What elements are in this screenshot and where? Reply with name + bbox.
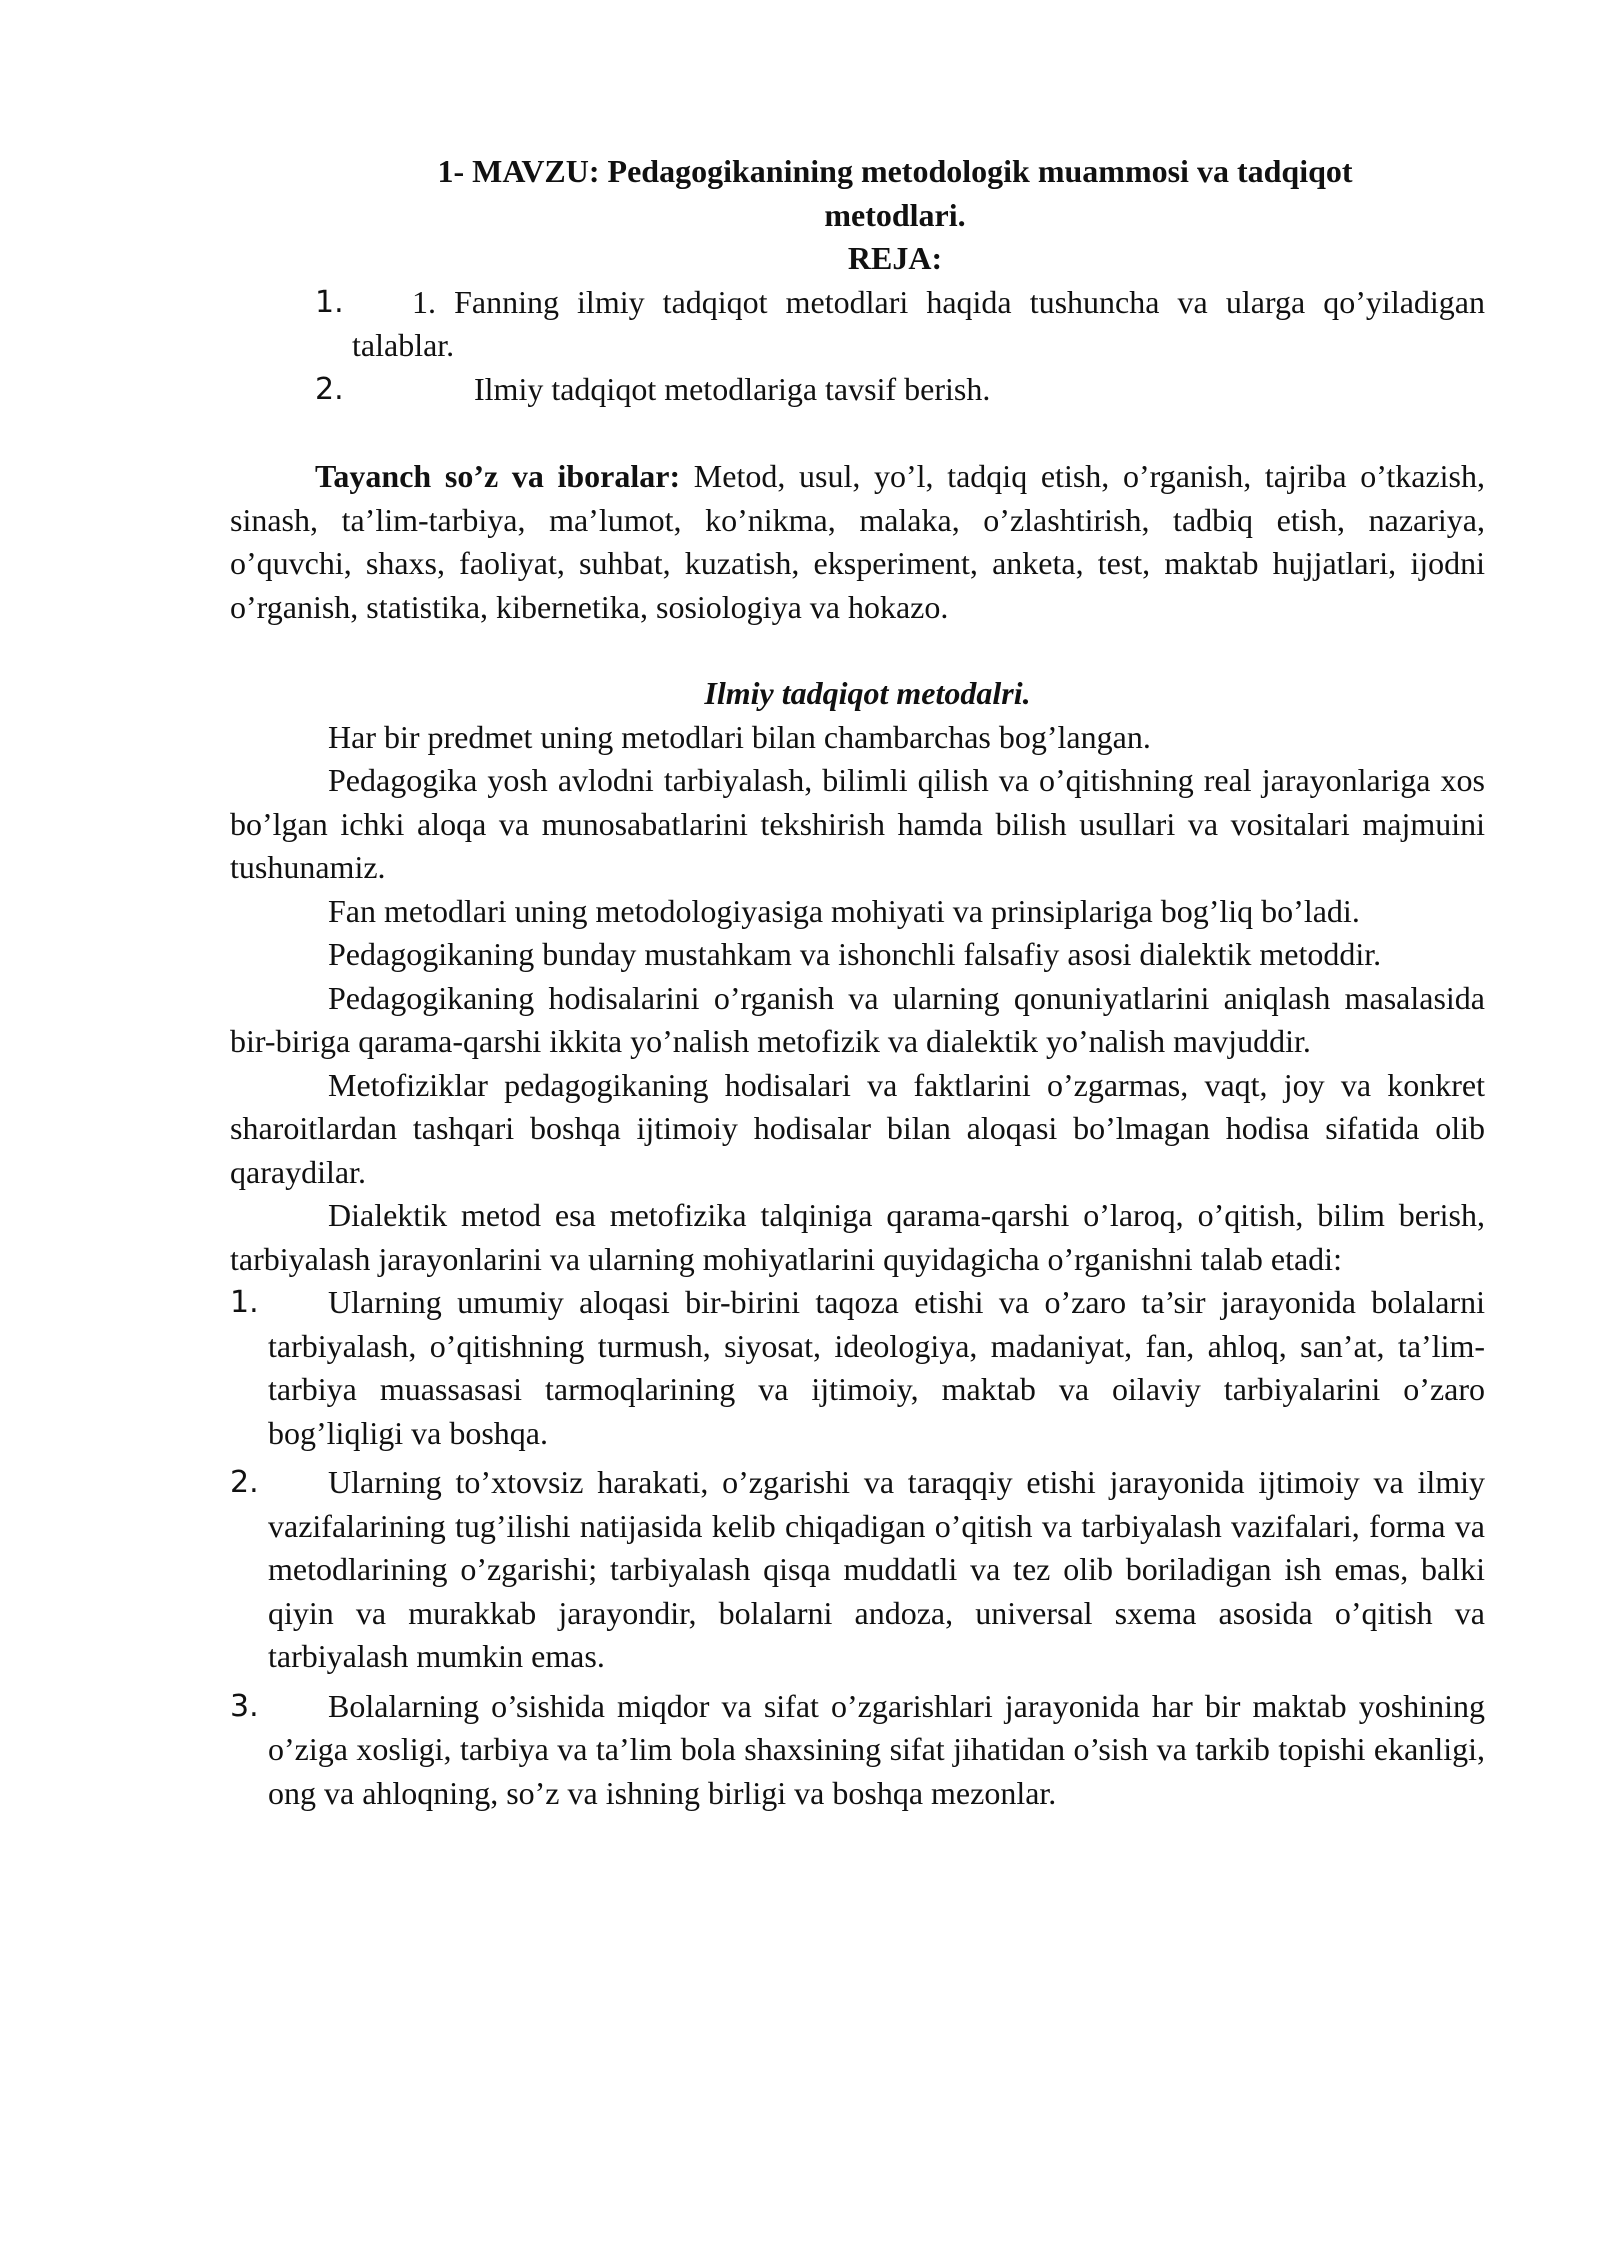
plan-item-number: 2. — [315, 371, 344, 407]
title-line-1: 1- MAVZU: Pedagogikanining metodologik muammosi va tadqiqot — [437, 153, 1353, 189]
body-paragraph: Pedagogikaning bunday mustahkam va ishonchli falsafiy asosi dialektik metoddir. — [328, 936, 1382, 972]
plan-item-text: 1. Fanning ilmiy tadqiqot metodlari haqida tushuncha va ularga qo’yiladigan talablar. — [352, 283, 1485, 363]
body-paragraph: Fan metodlari uning metodologiyasiga mohiyati va prinsiplariga bog’liq bo’ladi. — [328, 892, 1360, 929]
document-title — [230, 150, 1485, 237]
body-paragraph: Har bir predmet uning metodlari bilan chambarchas bog’langan. — [328, 718, 1151, 755]
plan-item-number: 1. — [315, 284, 344, 320]
section-heading: Ilmiy tadqiqot metodalri. — [704, 675, 1031, 711]
plan-item-text: Ilmiy tadqiqot metodlariga tavsif berish. — [474, 370, 991, 407]
body-paragraph: Pedagogikaning hodisalarini o’rganish va ularning qonuniyatlarini aniqlash masalasida bir-biriga qarama-qarshi ikkita yo’nalish metofizik va dialektik yo’nalish mavjuddir. — [230, 979, 1485, 1059]
title-line-2: metodlari. — [824, 196, 966, 233]
keywords-paragraph — [230, 455, 1485, 629]
plan-item — [230, 281, 1485, 368]
list-item-text: Ularning to’xtovsiz harakati, o’zgarishi va taraqqiy etishi jarayonida ijtimoiy va ilmiy vazifalarining tug’ilishi natijasida kelib chiqadigan o’qitish va tarbiyalash vazifalari, forma va metodlarining o’zgarishi; tarbiyalash qisqa muddatli va tez olib boriladigan ish emas, balki qiyin va murakkab jarayondir, bolalarni andoza, universal sxema asosida o’qitish va tarbiyalash mumkin emas. — [268, 1464, 1485, 1674]
body-paragraph: Metofiziklar pedagogikaning hodisalari va faktlarini o’zgarmas, vaqt, joy va konkret sharoitlardan tashqari boshqa ijtimoiy hodisalar bilan aloqasi bo’lmagan hodisa sifatida olib qaraydilar. — [230, 1066, 1485, 1190]
plan-item — [230, 368, 1485, 412]
list-item-number: 2. — [230, 1465, 259, 1500]
keywords-text: Metod, usul, yo’l, tadqiq etish, o’rganish, tajriba o’tkazish, sinash, ta’lim-tarbiya, ma’lumot, ko’nikma, malaka, o’zlashtirish, tadbiq etish, nazariya, o’quvchi, shaxs, faoliyat, suhbat, kuzatish, eksperiment, anketa, test, maktab hujjatlari, ijodni o’rganish, statistika, kibernetika, sosiologiya va hokazo. — [230, 458, 1486, 625]
plan-heading: REJA: — [847, 240, 943, 276]
list-item-text: Bolalarning o’sishida miqdor va sifat o’zgarishlari jarayonida har bir maktab yoshining o’ziga xosligi, tarbiya va ta’lim bola shaxsining sifat jihatidan o’sish va tarkib topishi ekanligi, ong va ahloqning, so’z va ishning birligi va boshqa mezonlar. — [268, 1687, 1485, 1811]
body-paragraph: Dialektik metod esa metofizika talqiniga qarama-qarshi o’laroq, o’qitish, bilim berish, tarbiyalash jarayonlarini va ularning mohiyatlarini quyidagicha o’rganishni talab etadi: — [230, 1197, 1485, 1277]
list-item — [230, 1461, 1485, 1679]
list-item-number: 1. — [230, 1285, 259, 1320]
list-item — [230, 1685, 1485, 1816]
body-paragraph: Pedagogika yosh avlodni tarbiyalash, bilimli qilish va o’qitishning real jarayonlariga xos bo’lgan ichki aloqa va munosabatlarini tekshirish hamda bilish usullari va vositalari majmuini tushunamiz. — [230, 762, 1485, 885]
keywords-label: Tayanch so’z va iboralar: — [315, 458, 681, 494]
list-item-number: 3. — [230, 1688, 259, 1724]
list-item-text: Ularning umumiy aloqasi bir-birini taqoza etishi va o’zaro ta’sir jarayonida bolalarni tarbiyalash, o’qitishning turmush, siyosat, ideologiya, madaniyat, fan, ahloq, san’at, ta’lim-tarbiya muassasasi tarmoqlarining va ijtimoiy, maktab va oilaviy tarbiyalarini o’zaro bog’liqligi va boshqa. — [268, 1284, 1485, 1451]
document-page — [230, 150, 1485, 1815]
list-item — [230, 1281, 1485, 1455]
